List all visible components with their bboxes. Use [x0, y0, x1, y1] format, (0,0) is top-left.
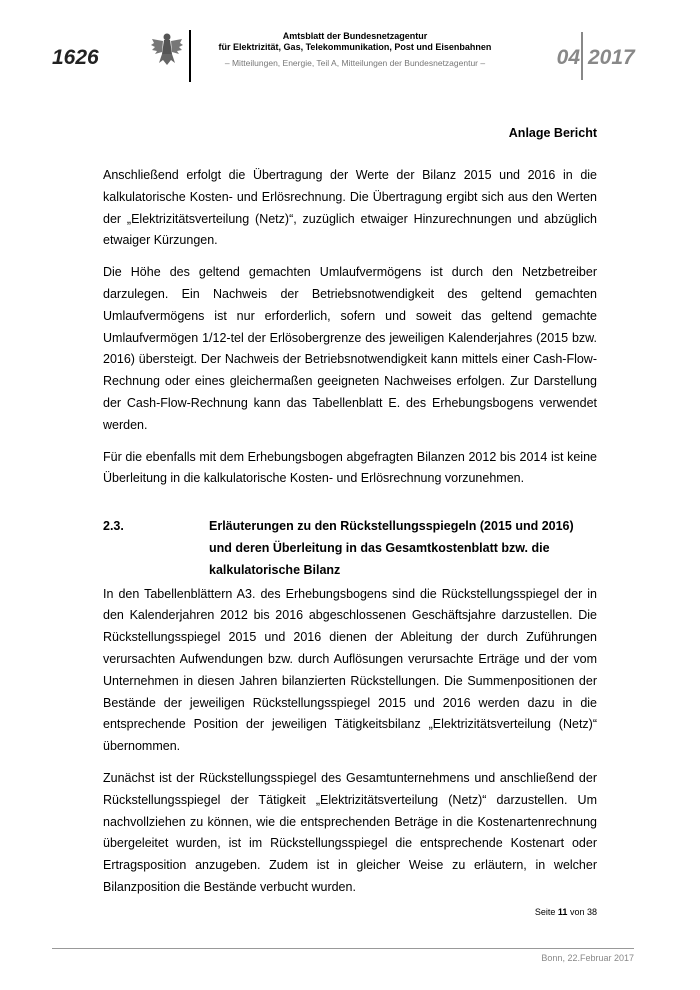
body-paragraph-3: Für die ebenfalls mit dem Erhebungsbogen abgefragten Bilanzen 2012 bis 2014 ist keine Überleitung in die kalkulatorische Kosten- und Erlösrechnung vorzunehmen.: [103, 449, 597, 486]
page-counter-current: 11: [557, 907, 568, 917]
body-paragraph-2: Die Höhe des geltend gemachten Umlaufvermögens ist durch den Netzbetreiber darzulegen. Ein Nachweis der Betriebsnotwendigkeit des geltend gemachten Umlaufvermögens ist nur erforderlich, sofern und soweit das geltend gemachte Umlaufvermögen 1/12-tel der Erlösobergrenze des jeweiligen Kalenderjahres (2015 bzw. 2016) übersteigt. Der Nachweis der Betriebsnotwendigkeit kann mittels einer Cash-Flow-Rechnung oder eines gleichermaßen geeigneten Nachweises erfolgen. Zur Darstellung der Cash-Flow-Rechnung kann das Tabellenblatt E. des Erhebungsbogens verwendet werden.: [103, 265, 597, 432]
body-paragraph-1: Anschließend erfolgt die Übertragung der Werte der Bilanz 2015 und 2016 in die kalkulatorische Kosten- und Erlösrechnung. Die Übertragung ergibt sich aus den Werten der „Elektrizitätsverteilung (Netz)“, zuzüglich etwaiger Hinzurechnungen und abzüglich etwaiger Kürzungen.: [103, 168, 597, 248]
publication-title-line1: Amtsblatt der Bundesnetzagentur: [282, 31, 428, 41]
header-logo-divider: [189, 30, 191, 82]
body-paragraph-4: In den Tabellenblättern A3. des Erhebungsbogens sind die Rückstellungsspiegel der in den Kalenderjahren 2012 bis 2016 abgeschlossenen Geschäftsjahre darzustellen. Die Rückstellungsspiegel 2015 und 2016 dienen der Ableitung der durch Zuführungen verursachten Aufwendungen bzw. durch Auflösungen verursachte Erträge und der vom Unternehmen in diesen Jahren bilanzierten Rückstellungen. Die Summenpositionen der Bestände der jeweiligen Rückstellungsspiegel 2015 und 2016 werden dazu in die entsprechende Position der jeweiligen Tätigkeitsbilanz „Elektrizitätsverteilung (Netz)“ übernommen.: [103, 586, 597, 754]
footer-divider: [52, 948, 634, 949]
federal-eagle-icon: [150, 30, 184, 68]
document-body: [103, 165, 597, 909]
page-counter-separator: von: [569, 907, 585, 917]
page-counter-total: 38: [586, 907, 597, 917]
issue-year: 2017: [588, 46, 635, 69]
issue-number: 04: [556, 46, 580, 69]
issue-divider: [581, 32, 583, 80]
page-counter: [535, 907, 597, 917]
publication-title-line2: für Elektrizität, Gas, Telekommunikation, Post und Eisenbahnen: [218, 42, 492, 52]
section-number: 2.3.: [103, 519, 124, 534]
section-title: Erläuterungen zu den Rückstellungsspiegeln (2015 und 2016) und deren Überleitung in das Gesamtkostenblatt bzw. die kalkulatorische Bilanz: [209, 519, 574, 577]
footer-date: Bonn, 22.Februar 2017: [541, 953, 634, 963]
annex-heading: Anlage Bericht: [508, 126, 597, 140]
publication-subtitle: – Mitteilungen, Energie, Teil A, Mitteilungen der Bundesnetzagentur –: [224, 58, 486, 68]
section-heading: [103, 516, 597, 581]
page-number: 1626: [52, 46, 99, 69]
publication-title: [200, 31, 510, 53]
page-counter-prefix: Seite: [534, 907, 556, 917]
body-paragraph-5: Zunächst ist der Rückstellungsspiegel des Gesamtunternehmens und anschließend der Rückstellungsspiegel der Tätigkeit „Elektrizitätsverteilung (Netz)“ darzustellen. Um nachvollziehen zu können, wie die entsprechenden Beträge in die Kostenartenrechnung übergeleitet wurden, ist im Rückstellungsspiegel die entsprechende Kostenart oder Ertragsposition anzugeben. Zudem ist in gleicher Weise zu erläutern, in welcher Bilanzposition die Bestände verbucht wurden.: [103, 770, 597, 894]
